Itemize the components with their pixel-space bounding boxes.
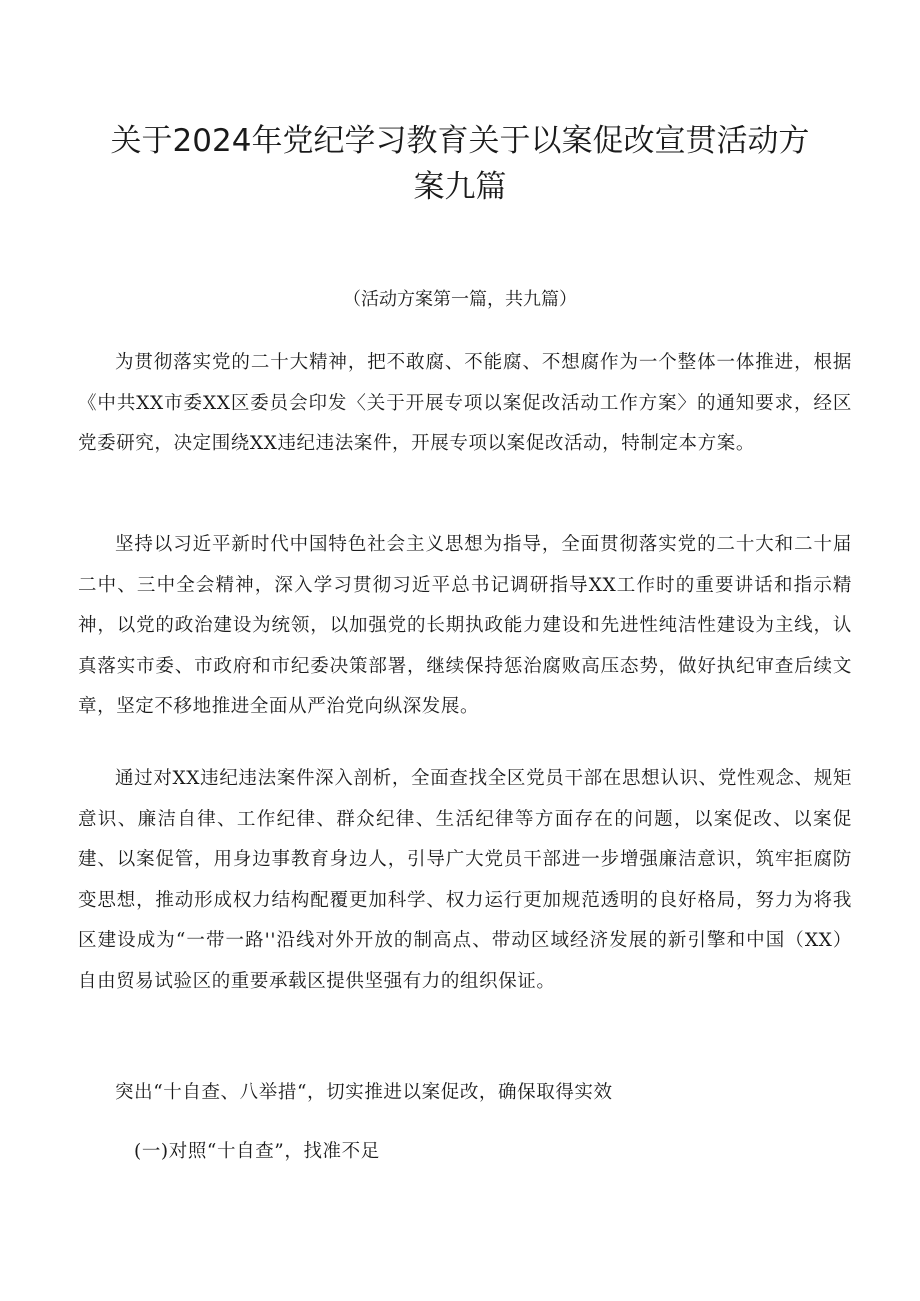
body-paragraph: 坚持以习近平新时代中国特色社会主义思想为指导，全面贯彻落实党的二十大和二十届二中、三中全会精神，深入学习贯彻习近平总书记调研指导XX工作时的重要讲话和指示精神，以党的政治建设为统领，以加强党的长期执政能力建设和先进性纯洁性建设为主线，认真落实市委、市政府和市纪委决策部署，继续保持惩治腐败高压态势，做好执纪审查后续文章，坚定不移地推进全面从严治党向纵深发展。 [78,534,852,717]
subsection-heading: (一)对照“十自查”，找准不足 [134,1141,380,1162]
section-heading: 突出“十自查、八举措“，切实推进以案促改，确保取得实效 [115,1082,613,1103]
document-subtitle: （活动方案第一篇，共九篇） [343,289,577,310]
body-paragraph: 通过对XX违纪违法案件深入剖析，全面查找全区党员干部在思想认识、党性观念、规矩意识、廉洁自律、工作纪律、群众纪律、生活纪律等方面存在的问题，以案促改、以案促建、以案促管，用身边事教育身边人，引导广大党员干部进一步增强廉洁意识，筑牢拒腐防变思想，推动形成权力结构配覆更加科学、权力运行更加规范透明的良好格局，努力为将我区建设成为“一带一路''沿线对外开放的制高点、带动区域经济发展的新引擎和中国（XX）自由贸易试验区的重要承载区提供坚强有力的组织保证。 [78,768,852,992]
body-paragraph: 为贯彻落实党的二十大精神，把不敢腐、不能腐、不想腐作为一个整体一体推进，根据《中共XX市委XX区委员会印发〈关于开展专项以案促改活动工作方案〉的通知要求，经区党委研究，决定围绕XX违纪违法案件，开展专项以案促改活动，特制定本方案。 [78,352,852,454]
document-title: 关于2024年党纪学习教育关于以案促改宣贯活动方案九篇 [110,123,810,205]
